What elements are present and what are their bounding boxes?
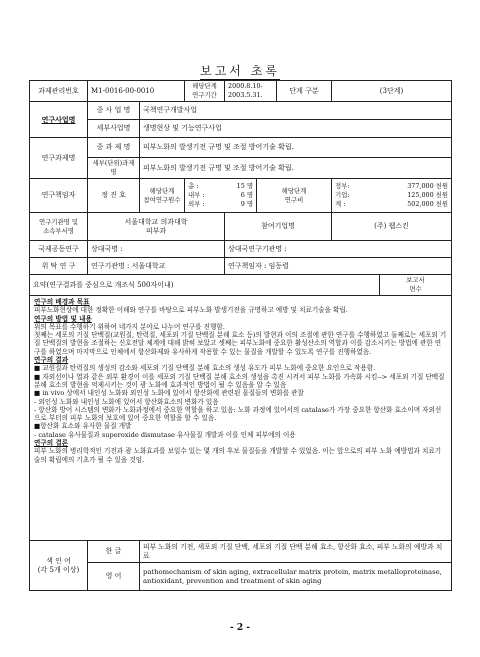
page-title: 보고서 초록 [200,64,280,78]
summary-heading: 연구의 결론 [34,439,69,448]
pi-value: 정 진 호 [88,179,140,213]
detail-task-value: 피부노화의 발생기전 규명 및 조절 방어기술 확립. [140,158,452,179]
summary-paragraph: 첫째는 세포의 기질 단백질(교원질, 탄력질, 세포외 기질 단백질 분해 효소 등)의 발현과 이의 조절에 관한 연구를 수행하였고 둘째로는 세포외 기질 단백질의 발현을 조절하는 신호전달 체계에 대해 밝혀 보았고 셋째는 피부노화에 중요한 활성산소의 역할과 이를 감소시키는 방법에 관한 연구를 하였으며 마지막으로 인체에서 항산화제와 유사하게 작용할 수 있는 물질을 개발할 수 있도록 연구를 진행하였음. [34,331,447,356]
intl-label: 국제공동연구 [30,241,88,258]
summary-label: 요약(연구결과를 중심으로 개조식 500자이내) [30,275,380,296]
budget-label: 해당단계 연구비 [257,179,332,213]
research-task-label: 연구과제명 [30,138,88,179]
summary-paragraph: ■ 교원질과 탄력질의 생성의 감소와 세포외 기질 단백질 분해 효소의 생성 유도가 피부 노화에 중요한 요인으로 작용함. [34,364,376,373]
summary-paragraph: - 외인성 노화와 내인성 노화에 있어서 항산화효소의 변화가 있음 [34,397,219,406]
company-label: 참여기업명 [225,213,332,241]
summary-paragraph: ■ 자외선이나 열과 같은 외부 환경이 이를 세포외 기질 단백질 분해 효소의 생성을 촉진 시켜서 피부 노화를 가속화 시킴--> 세포외 기질 단백질 분해 효소의 발현을 억제시키는 것이 광 노화에 효과적인 방법이 될 수 있음을 알 수 있음 [34,372,445,389]
sub-project-value: 생명현상 및 기능연구사업 [140,120,452,138]
mid-project-label: 중 사 업 명 [88,102,140,120]
summary-paragraph: - 항산화 방어 시스템의 변화가 노화과정에서 중요한 역할을 하고 있음: 노화 과정에 있어서의 catalase가 가장 중요한 항산화 효소이며 자외선으로 부터의 피부 노화의 보호에 있어 중요한 역할을 할 수 있음. [34,405,442,423]
summary-paragraph: - catalase 유사물질과 superoxide dismutase 유사물질 개발과 이를 인체 피부에의 이용 [34,430,296,439]
summary-heading: 연구의 결과 [34,356,69,365]
row-summary-body [30,296,452,541]
row-sub-project [30,120,452,138]
row-international [30,241,452,258]
summary-paragraph: 피부노화현상에 대한 정확한 이해와 연구를 바탕으로 피부노화 발생기전을 규명하고 예방 및 치료기술을 확립. [34,306,348,315]
row-project-number [30,81,452,102]
summary-paragraph: ■ in vivo 상에서 내인성 노화와 외인성 노화에 있어서 항산화에 관련된 물질들의 변화를 관찰 [34,389,304,398]
budget-values: 정부: 377,000 천원 기업: 125,000 천원 계 : 502,000 천원 [332,179,452,213]
summary-body [30,296,452,541]
org-label: 연구기관명 및 소속부서명 [30,213,88,241]
participants-values: 총 : 15 명 내부 : 6 명 외부 : 9 명 [185,179,257,213]
intl-partner: 상대국명 : [88,241,225,258]
report-abstract-table [29,80,452,591]
company-value: (주) 웹스킨 [332,213,452,241]
row-keywords-english [30,563,452,591]
consign-pi: 연구책임자 : 임동렬 [225,258,452,275]
major-task-value: 피부노화의 발생기전 규명 및 조절 방어기술 확립. [140,138,452,158]
project-no-label: 과제관리번호 [30,81,88,102]
major-task-label: 중 과 제 명 [88,138,140,158]
period-label: 해당단계 연구기간 [185,81,225,102]
row-consign [30,258,452,275]
project-no-value: M1-0016-00-0010 [88,81,185,102]
mid-project-value: 국책연구개발사업 [140,102,452,120]
detail-task-label: 세부(단위)과제명 [88,158,140,179]
keywords-label: 색 인 어 (각 5개 이상) [30,541,88,591]
row-principal-investigator [30,179,452,213]
row-detail-task [30,158,452,179]
keywords-ko-label: 한 글 [88,541,140,563]
summary-paragraph: ■항산화 효소와 유사한 물질 개발 [34,422,132,431]
participants-label: 해당단계 참여연구원수 [140,179,185,213]
row-organization [30,213,452,241]
research-project-label: 연구사업명 [30,102,88,138]
period-value: 2000.8.10-2003.5.31. [225,81,277,102]
keywords-en-label: 영 어 [88,563,140,591]
org-value: 서울대학교 의과대학 피부과 [88,213,225,241]
row-major-task [30,138,452,158]
sub-project-label: 세부사업명 [88,120,140,138]
row-keywords-korean [30,541,452,563]
summary-heading: 연구의 방법 및 내용 [34,314,92,323]
keywords-ko-value: 피부 노화의 기전, 세포외 기질 단백, 세포외 기질 단백 분해 효소, 항산화 효소, 피부 노화의 예방과 치료 [140,541,452,563]
stage-value: (3단계) [332,81,452,102]
stage-label: 단계 구분 [277,81,332,102]
row-mid-project [30,102,452,120]
summary-heading: 연구의 배경과 목표 [34,298,90,306]
row-summary-header [30,275,452,296]
intl-org: 상대국연구기관명 : [225,241,452,258]
keywords-en-value: pathomechanism of skin aging, extracellular matrix protein, matrix metalloproteinase, antioxidant, prevention and treatment of skin aging [140,563,452,591]
consign-org: 연구기관명 : 서울대학교 [88,258,225,275]
summary-paragraph: 피부 노화의 병리학적인 기전과 광 노화효과를 보일수 있는 몇 개의 후보 물질들을 개발할 수 있었음. 이는 앞으로의 피부 노화 예방법과 치료기술의 확립에의 기초가 될 수 있을 것임. [34,447,442,464]
summary-paragraph: 위의 목표를 수행하기 위하여 네가지 분야로 나누어 연구를 진행함. [34,322,225,331]
page-number: - 2 - [230,623,250,633]
pi-label: 연구책임자 [30,179,88,213]
pages-label: 보고서 면수 [380,275,452,296]
consign-label: 위 탁 연 구 [30,258,88,275]
